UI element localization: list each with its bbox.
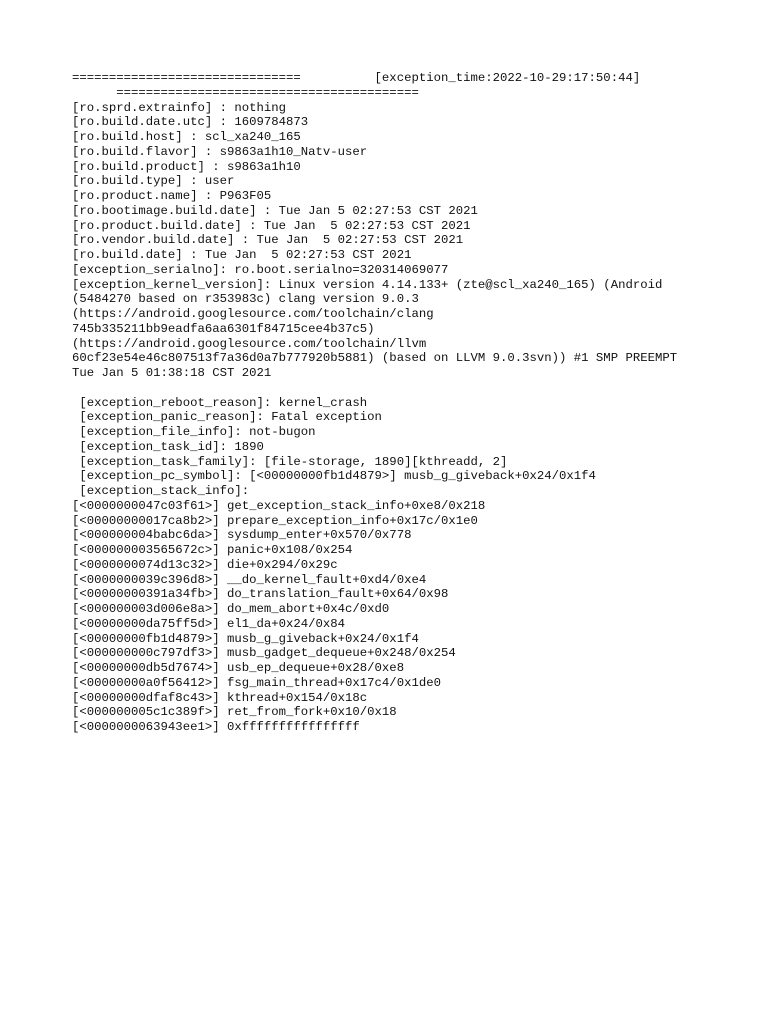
stack-frame: [<0000000039c396d8>] __do_kernel_fault+0xd4/0xe4 xyxy=(72,572,427,587)
prop-build-date: [ro.build.date] : Tue Jan 5 02:27:53 CST 2021 xyxy=(72,248,412,262)
kernel-version-continued: 745b335211bb9eadfa6aa6301f84715cee4b37c5) xyxy=(72,321,375,336)
stack-frame: [<00000000fb1d4879>] musb_g_giveback+0x24/0x1f4 xyxy=(72,631,419,646)
prop-vendor-build-date: [ro.vendor.build.date] : Tue Jan 5 02:27:53 CST 2021 xyxy=(72,233,464,248)
exception-pc-symbol: [exception_pc_symbol]: [<00000000fb1d4879>] musb_g_giveback+0x24/0x1f4 xyxy=(72,469,596,484)
stack-frame: [<000000003d006e8a>] do_mem_abort+0x4c/0xd0 xyxy=(72,602,390,616)
kernel-version-continued: 60cf23e54e46c807513f7a36d0a7b777920b5881) (based on LLVM 9.0.3svn)) #1 SMP PREEMPT xyxy=(72,351,678,366)
exception-task-id: [exception_task_id]: 1890 xyxy=(72,439,264,454)
exception-panic-reason: [exception_panic_reason]: Fatal exception xyxy=(72,410,382,425)
prop-sprd-extrainfo: [ro.sprd.extrainfo] : nothing xyxy=(72,100,287,115)
stack-frame: [<00000000391a34fb>] do_translation_fault+0x64/0x98 xyxy=(72,587,449,602)
kernel-version-continued: Tue Jan 5 01:38:18 CST 2021 xyxy=(72,366,272,380)
stack-frame: [<00000000dfaf8c43>] kthread+0x154/0x18c xyxy=(72,690,368,705)
kernel-version-continued: (https://android.googlesource.com/toolchain/llvm xyxy=(72,336,427,351)
blank-line xyxy=(72,381,762,396)
exception-stack-info-label: [exception_stack_info]: xyxy=(72,484,250,498)
stack-frame: [<00000000017ca8b2>] prepare_exception_info+0x17c/0x1e0 xyxy=(72,513,478,528)
prop-build-date-utc: [ro.build.date.utc] : 1609784873 xyxy=(72,115,309,130)
stack-frame: [<000000005c1c389f>] ret_from_fork+0x10/0x18 xyxy=(72,705,397,720)
prop-build-flavor: [ro.build.flavor] : s9863a1h10_Natv-user xyxy=(72,144,368,159)
stack-frame: [<00000000da75ff5d>] el1_da+0x24/0x84 xyxy=(72,616,346,631)
stack-frame: [<0000000063943ee1>] 0xffffffffffffffff xyxy=(72,720,360,734)
prop-build-host: [ro.build.host] : scl_xa240_165 xyxy=(72,130,301,144)
prop-build-type: [ro.build.type] : user xyxy=(72,174,235,189)
exception-file-info: [exception_file_info]: not-bugon xyxy=(72,425,316,439)
prop-product-name: [ro.product.name] : P963F05 xyxy=(72,189,272,203)
stack-frame: [<0000000047c03f61>] get_exception_stack_info+0xe8/0x218 xyxy=(72,498,486,513)
exception-kernel-version: [exception_kernel_version]: Linux version 4.14.133+ (zte@scl_xa240_165) (Android xyxy=(72,277,663,292)
kernel-version-continued: (5484270 based on r353983c) clang version 9.0.3 xyxy=(72,292,419,307)
stack-frame: [<000000003565672c>] panic+0x108/0x254 xyxy=(72,543,353,557)
stack-frame: [<00000000a0f56412>] fsg_main_thread+0x17c4/0x1de0 xyxy=(72,675,441,690)
exception-reboot-reason: [exception_reboot_reason]: kernel_crash xyxy=(72,395,368,410)
stack-frame: [<00000000db5d7674>] usb_ep_dequeue+0x28/0xe8 xyxy=(72,661,405,675)
exception-serialno: [exception_serialno]: ro.boot.serialno=320314069077 xyxy=(72,262,449,277)
prop-bootimage-build-date: [ro.bootimage.build.date] : Tue Jan 5 02:27:53 CST 2021 xyxy=(72,203,478,218)
exception-task-family: [exception_task_family]: [file-storage, 1890][kthreadd, 2] xyxy=(72,454,508,469)
crash-log-document xyxy=(72,71,762,735)
prop-build-product: [ro.build.product] : s9863a1h10 xyxy=(72,159,301,174)
stack-frame: [<000000000c797df3>] musb_gadget_dequeue+0x248/0x254 xyxy=(72,646,456,661)
kernel-version-continued: (https://android.googlesource.com/toolchain/clang xyxy=(72,307,434,321)
header-rule-and-exception-time: =============================== [exception_time:2022-10-29:17:50:44] xyxy=(72,71,641,85)
stack-frame: [<000000004babc6da>] sysdump_enter+0x570/0x778 xyxy=(72,528,412,543)
header-rule: ========================================= xyxy=(72,85,419,100)
stack-frame: [<0000000074d13c32>] die+0x294/0x29c xyxy=(72,557,338,572)
prop-product-build-date: [ro.product.build.date] : Tue Jan 5 02:27:53 CST 2021 xyxy=(72,218,471,233)
